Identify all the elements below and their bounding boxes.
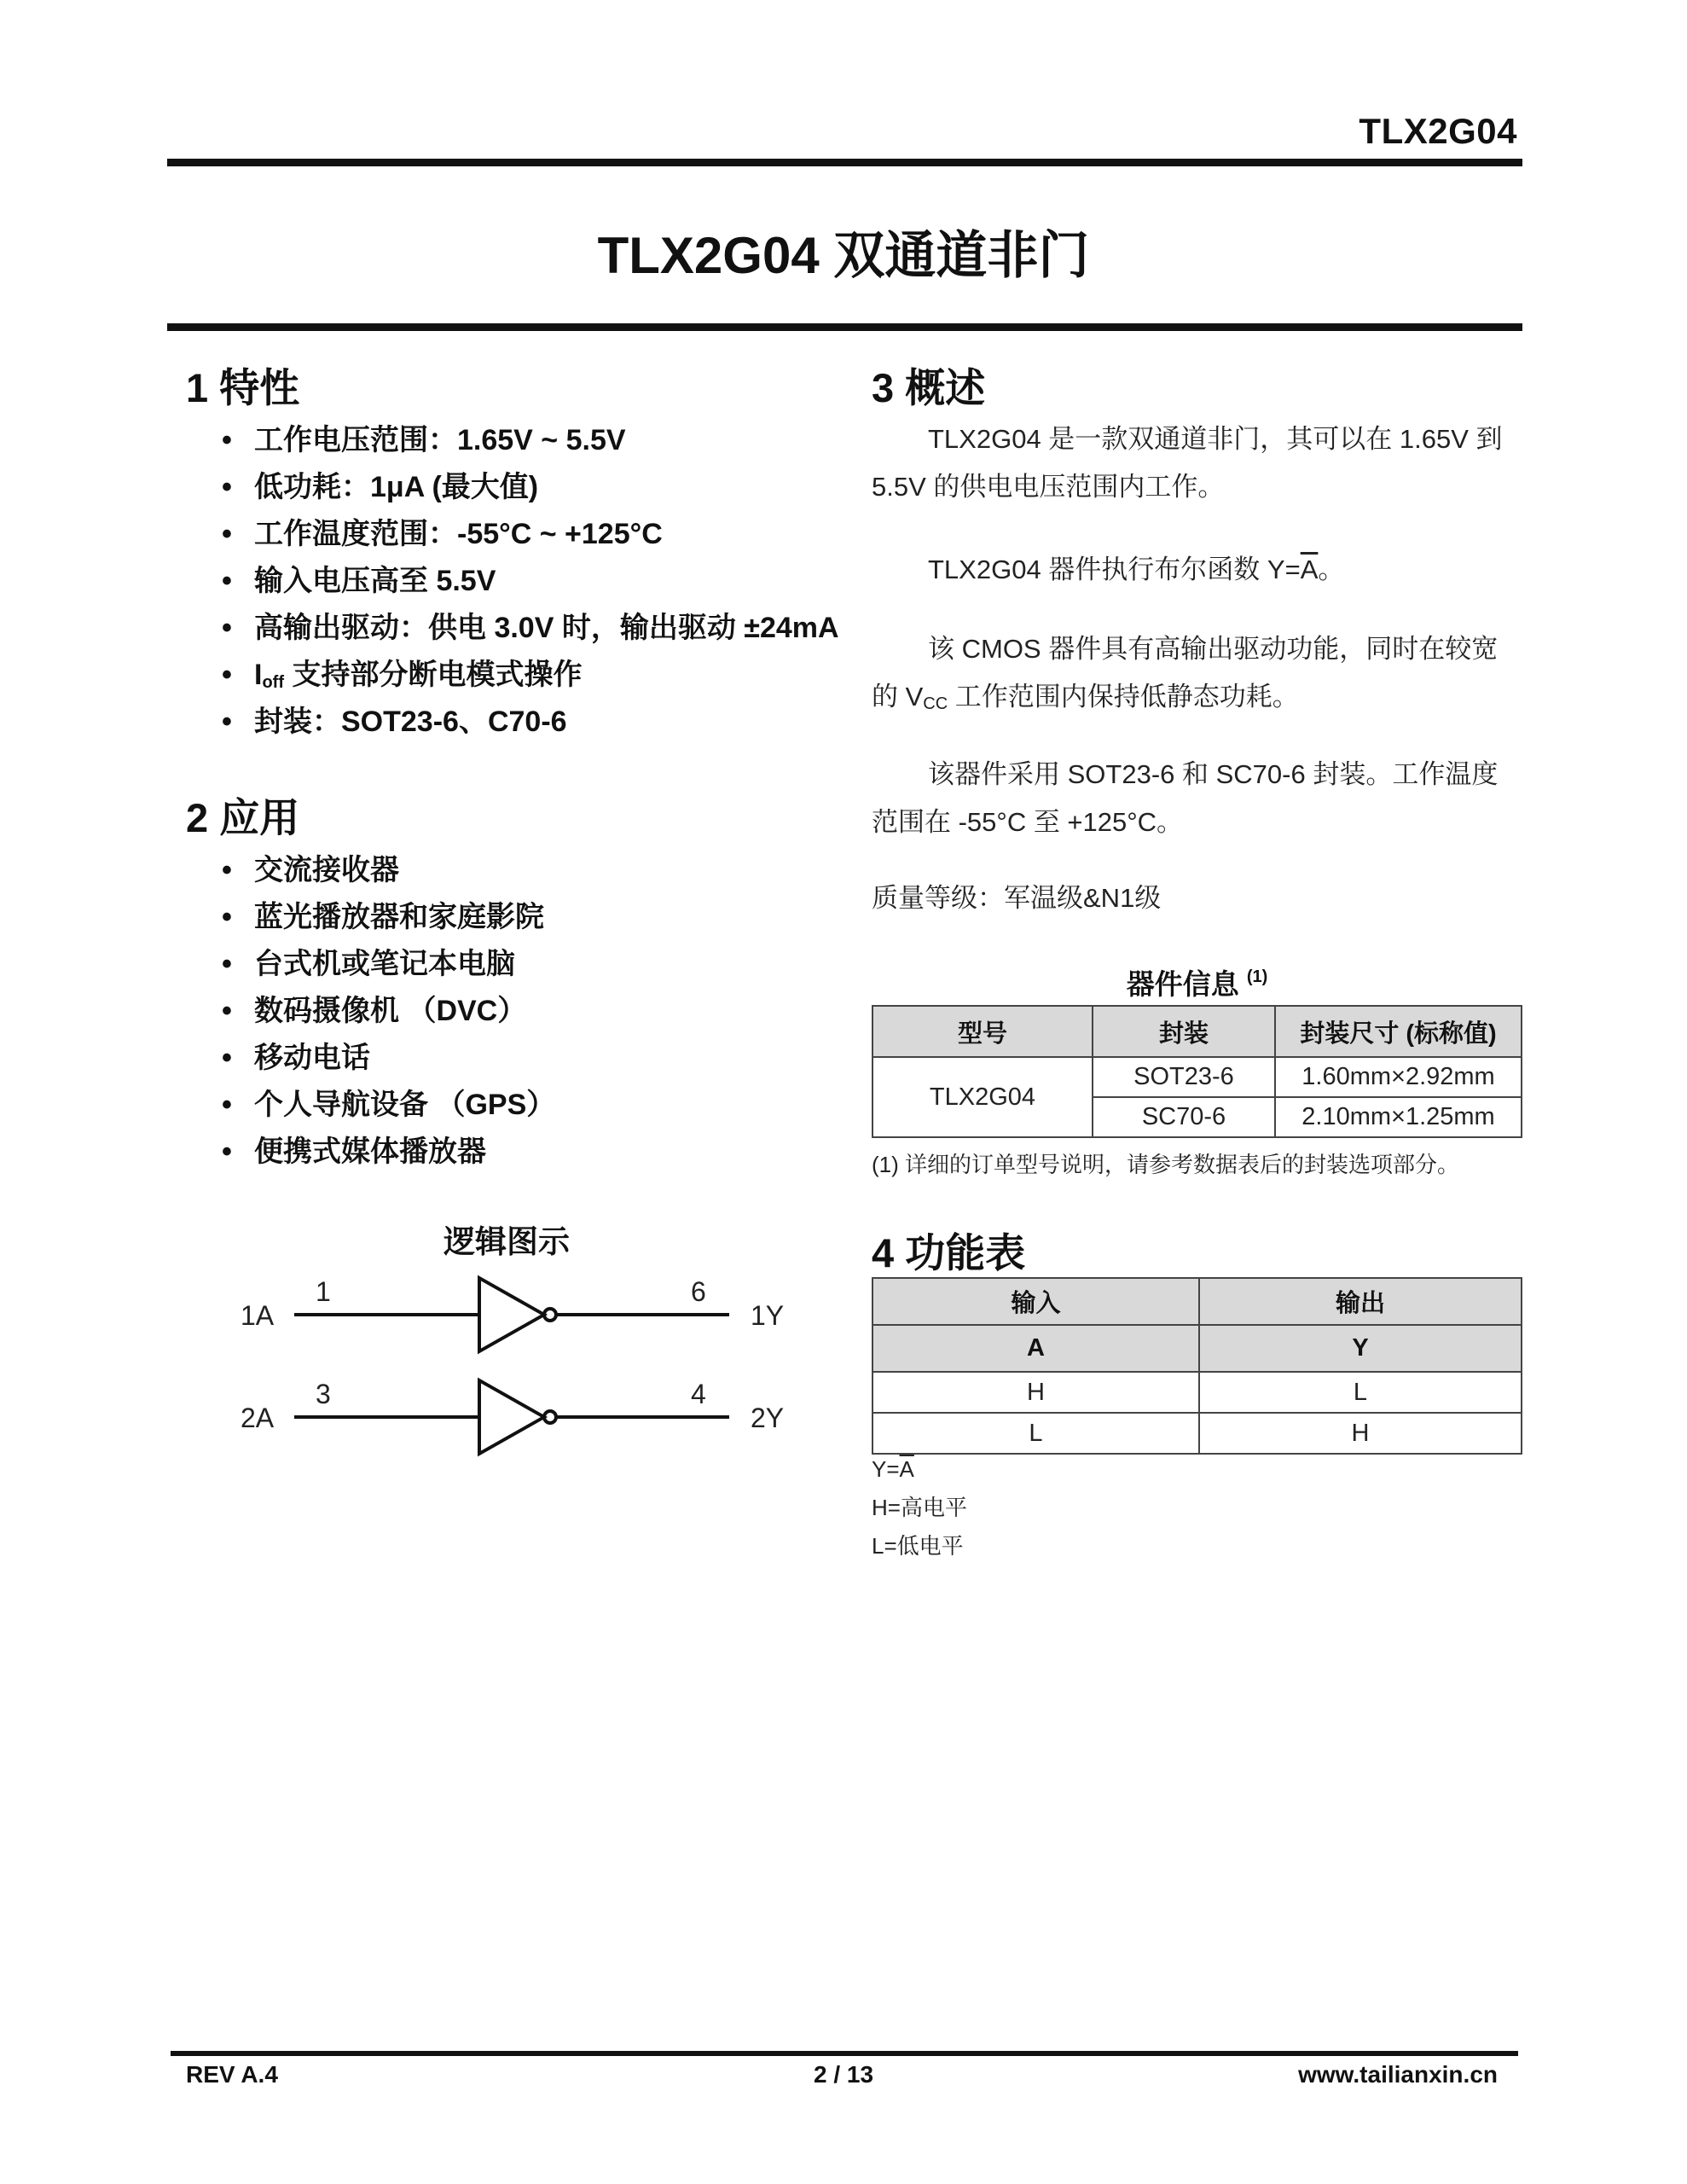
function-input-cell: L [872, 1413, 1199, 1454]
gate2-input-pin: 3 [316, 1379, 331, 1409]
inverter-gate-2 [294, 1380, 729, 1454]
list-item: • $I_{off}$ 支持部分断电模式操作 [222, 659, 583, 692]
list-item: • 高输出驱动：供电 3.0V 时，输出驱动 ±24mA [222, 612, 839, 644]
table-row [872, 1413, 1522, 1454]
inverter-gate-1 [294, 1278, 729, 1351]
function-output-cell: H [1199, 1413, 1522, 1454]
logic-diagram-heading: 逻辑图示 [443, 1224, 570, 1259]
function-table-column-header: A [872, 1325, 1199, 1372]
list-item: • 封装：SOT23-6、C70-6 [222, 706, 567, 738]
function-table-group-header: 输入 [872, 1278, 1199, 1325]
overview-paragraph-2: TLX2G04 器件执行布尔函数 $Y=\overline{A}$。 [928, 555, 1345, 584]
device-info-header: 封装 [1093, 1006, 1275, 1057]
footer-website-link[interactable]: www.tailianxin.cn [1298, 2061, 1498, 2088]
package-cell: SOT23-6 [1093, 1057, 1275, 1097]
function-output-cell: L [1199, 1372, 1522, 1413]
gate1-input-label: 1A [241, 1300, 275, 1331]
function-note-high: H=高电平 [872, 1495, 967, 1520]
function-note-equation: $Y=\overline{A}$ [872, 1456, 914, 1482]
device-info-table [872, 1005, 1522, 1138]
package-size-cell: 2.10mm×1.25mm [1275, 1097, 1522, 1137]
gate1-output-label: 1Y [751, 1300, 785, 1331]
list-item: • 个人导航设备 （GPS） [222, 1089, 556, 1121]
quality-grade: 质量等级：军温级&N1级 [872, 883, 1162, 913]
list-item: • 移动电话 [222, 1042, 370, 1074]
applications-list [186, 847, 555, 1176]
footer-rule [171, 2051, 1518, 2056]
applications-heading: 2 应用 [186, 795, 300, 840]
gate1-input-pin: 1 [316, 1276, 331, 1307]
package-size-cell: 1.60mm×2.92mm [1275, 1057, 1522, 1097]
list-item: • 工作温度范围：-55°C ~ +125°C [222, 518, 663, 550]
list-item: • 数码摄像机 （DVC） [222, 995, 527, 1027]
features-heading: 1 特性 [186, 365, 300, 410]
function-table-heading: 4 功能表 [872, 1230, 1026, 1275]
footer-page-number: 2 / 13 [813, 2061, 874, 2088]
list-item: • 交流接收器 [222, 854, 399, 886]
overview-paragraph-4: 该器件采用 SOT23-6 和 SC70-6 封装。工作温度范围在 -55°C 至 +125°C。 [872, 759, 1499, 837]
overview-paragraph-3: 该 CMOS 器件具有高输出驱动功能，同时在较宽的 $V_{CC}$ 工作范围内保持低静态功耗。 [872, 634, 1499, 713]
header-part-number: TLX2G04 [1359, 111, 1517, 151]
title-rule [167, 323, 1522, 331]
list-item: • 输入电压高至 5.5V [222, 565, 496, 597]
device-info-caption: 器件信息 $^{(1)}$ [1126, 967, 1268, 1000]
list-item: • 台式机或笔记本电脑 [222, 948, 515, 980]
overview-heading: 3 概述 [872, 365, 986, 410]
page-title: TLX2G04 双通道非门 [597, 227, 1090, 284]
logic-diagram [230, 1263, 802, 1467]
gate1-output-pin: 6 [691, 1276, 706, 1307]
gate2-input-label: 2A [241, 1403, 275, 1433]
device-model-cell: TLX2G04 [872, 1057, 1093, 1137]
function-note-low: L=低电平 [872, 1533, 964, 1559]
function-input-cell: H [872, 1372, 1199, 1413]
function-table-group-header: 输出 [1199, 1278, 1522, 1325]
overview-paragraph-1: TLX2G04 是一款双通道非门，其可以在 1.65V 到 5.5V 的供电电压范围内工作。 [872, 424, 1503, 502]
function-table [872, 1277, 1522, 1455]
list-item: • 便携式媒体播放器 [222, 1136, 486, 1168]
footer-revision: REV A.4 [186, 2061, 278, 2088]
list-item: • 工作电压范围：1.65V ~ 5.5V [222, 424, 626, 456]
list-item: • 低功耗：1μA (最大值) [222, 471, 539, 503]
device-info-header: 封装尺寸 (标称值) [1275, 1006, 1522, 1057]
function-table-column-header: Y [1199, 1325, 1522, 1372]
table-row [872, 1057, 1522, 1097]
device-info-footnote: (1) 详细的订单型号说明，请参考数据表后的封装选项部分。 [872, 1152, 1460, 1177]
device-info-header: 型号 [872, 1006, 1093, 1057]
package-cell: SC70-6 [1093, 1097, 1275, 1137]
gate2-output-pin: 4 [691, 1379, 706, 1409]
gate2-output-label: 2Y [751, 1403, 785, 1433]
list-item: • 蓝光播放器和家庭影院 [222, 901, 544, 933]
table-row [872, 1372, 1522, 1413]
header-rule [167, 159, 1522, 166]
features-list [186, 417, 839, 746]
